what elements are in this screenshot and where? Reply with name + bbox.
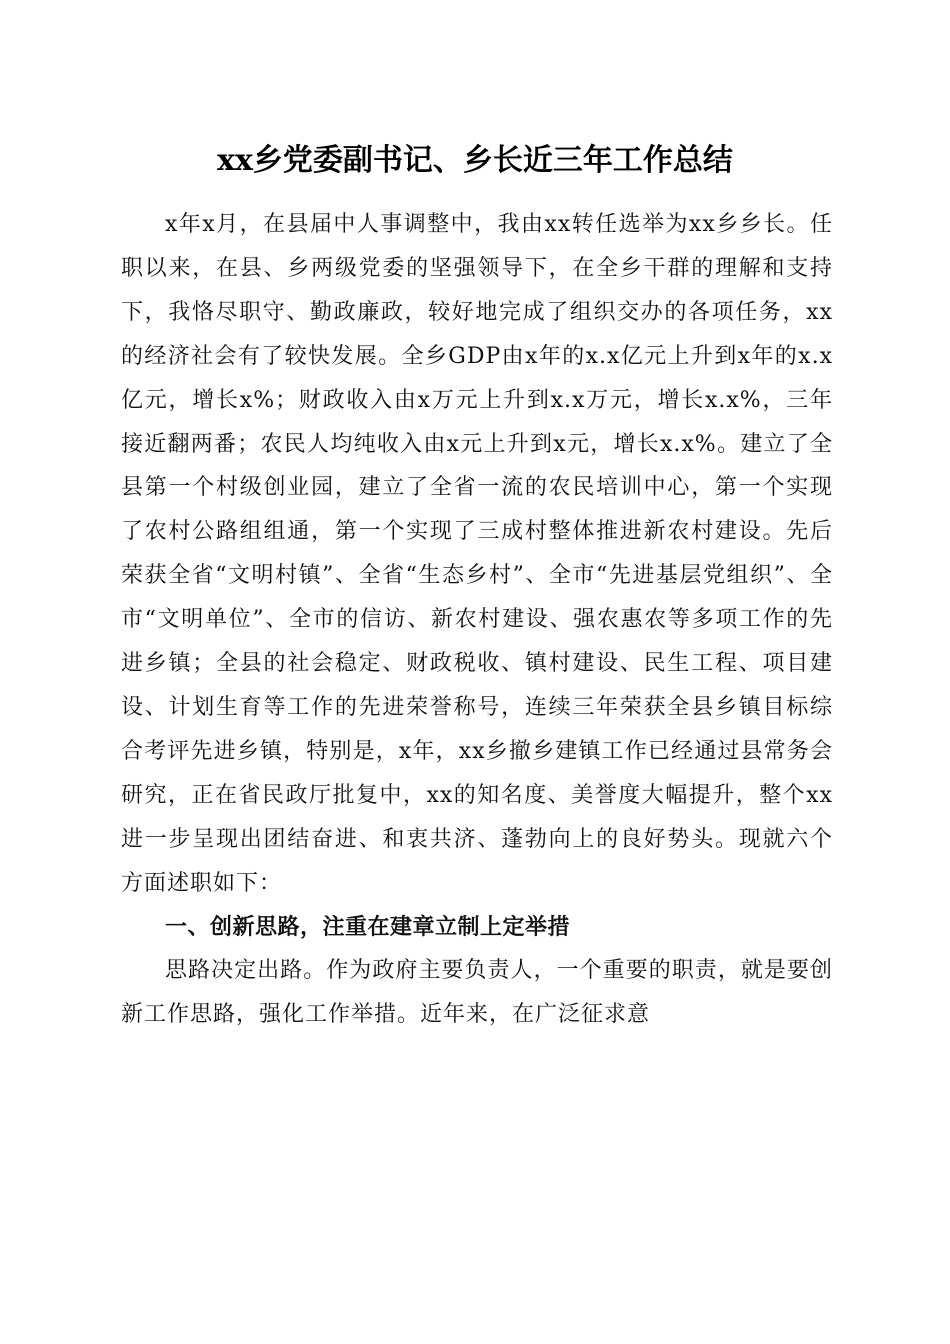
section-paragraph-1: 思路决定出路。作为政府主要负责人，一个重要的职责，就是要创新工作思路，强化工作举措。近年来，在广泛征求意 <box>121 958 833 1028</box>
section-heading-1: 一、创新思路，注重在建章立制上定举措 <box>165 914 571 940</box>
intro-paragraph: x年x月，在县届中人事调整中，我由xx转任选举为xx乡乡长。任职以来，在县、乡两级党委的坚强领导下，在全乡干群的理解和支持下，我恪尽职守、勤政廉政，较好地完成了组织交办的各项任务，xx的经济社会有了较快发展。全乡GDP由x年的x.x亿元上升到x年的x.x亿元，增长x%；财政收入由x万元上升到x.x万元，增长x.x%，三年接近翻两番；农民人均纯收入由x元上升到x元，增长x.x%。建立了全县第一个村级创业园，建立了全省一流的农民培训中心，第一个实现了农村公路组组通，第一个实现了三成村整体推进新农村建设。先后荣获全省“文明村镇”、全省“生态乡村”、全市“先进基层党组织”、全市“文明单位”、全市的信访、新农村建设、强农惠农等多项工作的先进乡镇；全县的社会稳定、财政税收、镇村建设、民生工程、项目建设、计划生育等工作的先进荣誉称号，连续三年荣获全县乡镇目标综合考评先进乡镇，特别是，x年，xx乡撤乡建镇工作已经通过县常务会研究，正在省民政厅批复中，xx的知名度、美誉度大幅提升，整个xx进一步呈现出团结奋进、和衷共济、蓬勃向上的良好势头。现就六个方面述职如下： <box>121 212 833 896</box>
document-body <box>121 203 833 1037</box>
document-title: xx乡党委副书记、乡长近三年工作总结 <box>217 143 733 178</box>
